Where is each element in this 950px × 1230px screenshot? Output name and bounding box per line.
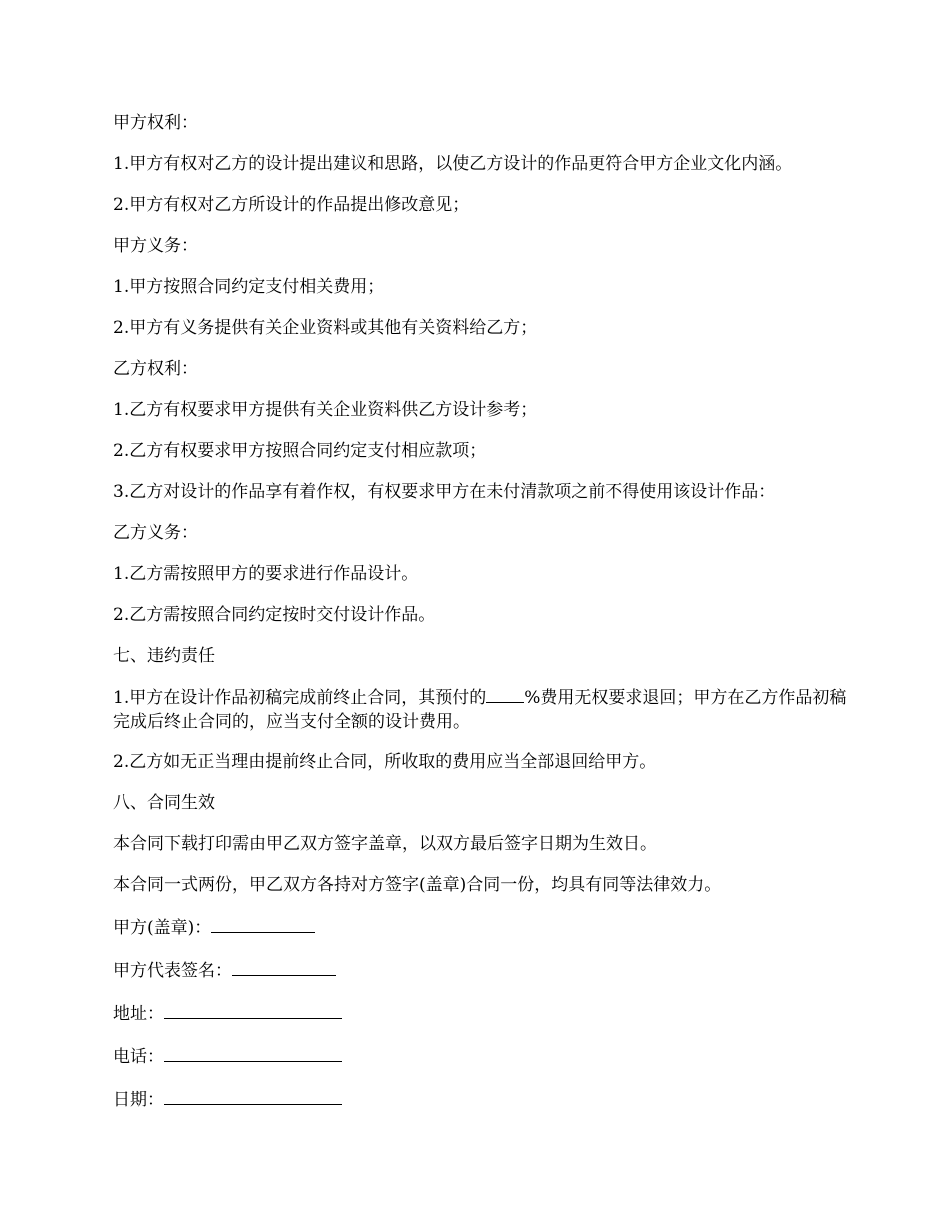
breach-clause-1-before: 1.甲方在设计作品初稿完成前终止合同，其预付的 [113, 688, 487, 708]
party-b-right-3: 3.乙方对设计的作品享有着作权，有权要求甲方在未付清款项之前不得使用该设计作品： [113, 482, 776, 502]
section-7-heading: 七、违约责任 [113, 646, 215, 666]
party-a-rep-label: 甲方代表签名： [113, 961, 232, 981]
heading-party-a-rights: 甲方权利： [113, 113, 198, 133]
party-b-right-1: 1.乙方有权要求甲方提供有关企业资料供乙方设计参考； [113, 400, 538, 420]
breach-clause-2: 2.乙方如无正当理由提前终止合同，所收取的费用应当全部退回给甲方。 [113, 752, 657, 772]
address-label: 地址： [113, 1004, 164, 1024]
address-line[interactable] [164, 1000, 342, 1019]
party-a-rep-line[interactable] [232, 957, 336, 976]
phone-line[interactable] [164, 1043, 342, 1062]
effective-clause-2: 本合同一式两份，甲乙双方各持对方签字(盖章)合同一份，均具有同等法律效力。 [113, 875, 722, 895]
signature-phone [113, 1043, 848, 1069]
percent-blank[interactable] [486, 685, 524, 703]
section-8-heading: 八、合同生效 [113, 793, 215, 813]
party-a-right-1: 1.甲方有权对乙方的设计提出建议和思路，以使乙方设计的作品更符合甲方企业文化内涵。 [113, 154, 793, 174]
phone-label: 电话： [113, 1047, 164, 1067]
signature-date [113, 1086, 848, 1112]
party-b-right-2: 2.乙方有权要求甲方按照合同约定支付相应款项； [113, 441, 487, 461]
signature-party-a-seal [113, 914, 848, 940]
party-a-right-2: 2.甲方有权对乙方所设计的作品提出修改意见； [113, 195, 470, 215]
contract-page [113, 111, 848, 1129]
party-a-duty-1: 1.甲方按照合同约定支付相关费用； [113, 277, 385, 297]
signature-address [113, 1000, 848, 1026]
party-b-duty-2: 2.乙方需按照合同约定按时交付设计作品。 [113, 605, 436, 625]
effective-clause-1: 本合同下载打印需由甲乙双方签字盖章，以双方最后签字日期为生效日。 [113, 834, 657, 854]
party-a-duty-2: 2.甲方有义务提供有关企业资料或其他有关资料给乙方； [113, 318, 538, 338]
date-label: 日期： [113, 1090, 164, 1110]
signature-party-a-rep [113, 957, 848, 983]
heading-party-b-duties: 乙方义务： [113, 523, 198, 543]
breach-clause-1 [113, 685, 848, 734]
party-b-duty-1: 1.乙方需按照甲方的要求进行作品设计。 [113, 564, 419, 584]
heading-party-a-duties: 甲方义务： [113, 236, 198, 256]
breach-clause-1-after: %费用无权要求退回；甲方在乙方作品初稿完成后终止合同的，应当支付全额的设计费用。 [113, 688, 847, 732]
date-line[interactable] [164, 1086, 342, 1105]
party-a-seal-label: 甲方(盖章)： [113, 918, 212, 938]
heading-party-b-rights: 乙方权利： [113, 359, 198, 379]
party-a-seal-line[interactable] [211, 914, 315, 933]
